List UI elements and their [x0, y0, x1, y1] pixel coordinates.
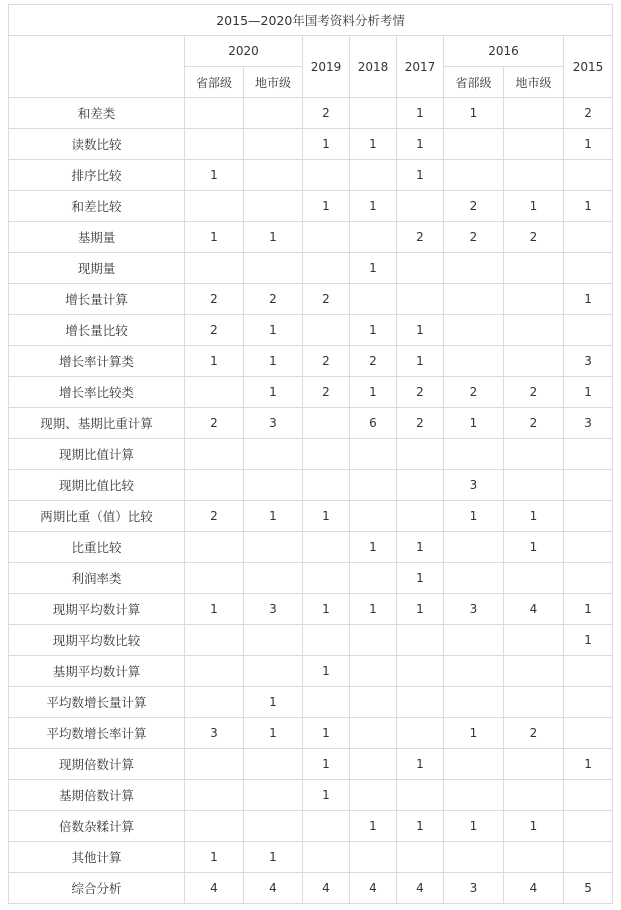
table-cell	[303, 687, 350, 718]
row-label: 基期倍数计算	[9, 780, 185, 811]
table-cell	[444, 315, 504, 346]
row-label: 比重比较	[9, 532, 185, 563]
table-cell	[504, 780, 564, 811]
table-cell: 4	[350, 873, 397, 904]
row-label: 和差比较	[9, 191, 185, 222]
table-row	[9, 687, 613, 718]
table-cell	[350, 625, 397, 656]
table-cell: 3	[444, 594, 504, 625]
table-cell: 1	[303, 718, 350, 749]
table-cell	[244, 780, 303, 811]
table-cell: 5	[564, 873, 613, 904]
corner-header-cell	[9, 36, 185, 98]
table-cell	[244, 129, 303, 160]
table-cell: 1	[350, 811, 397, 842]
table-cell: 2	[185, 315, 244, 346]
row-label: 平均数增长率计算	[9, 718, 185, 749]
table-cell	[564, 470, 613, 501]
table-row	[9, 439, 613, 470]
header-year-2016: 2016	[444, 36, 564, 67]
table-cell	[444, 284, 504, 315]
table-cell: 4	[504, 873, 564, 904]
table-cell	[564, 501, 613, 532]
table-cell: 1	[303, 780, 350, 811]
table-cell: 2	[504, 222, 564, 253]
table-cell	[444, 253, 504, 284]
table-cell: 2	[303, 346, 350, 377]
table-cell: 2	[504, 718, 564, 749]
table-cell	[244, 253, 303, 284]
table-cell	[350, 749, 397, 780]
table-cell	[564, 687, 613, 718]
table-cell	[504, 346, 564, 377]
table-cell	[564, 842, 613, 873]
row-label: 现期平均数比较	[9, 625, 185, 656]
table-cell: 1	[397, 129, 444, 160]
table-cell	[564, 780, 613, 811]
table-row	[9, 501, 613, 532]
table-cell: 1	[397, 811, 444, 842]
row-label: 倍数杂糅计算	[9, 811, 185, 842]
row-label: 增长率计算类	[9, 346, 185, 377]
table-cell	[185, 253, 244, 284]
table-cell	[244, 191, 303, 222]
table-row	[9, 315, 613, 346]
table-cell	[504, 98, 564, 129]
row-label: 利润率类	[9, 563, 185, 594]
table-cell	[350, 718, 397, 749]
table-cell: 1	[244, 377, 303, 408]
table-cell: 4	[504, 594, 564, 625]
table-cell: 3	[564, 408, 613, 439]
table-cell	[244, 160, 303, 191]
table-cell	[444, 346, 504, 377]
table-cell	[185, 780, 244, 811]
table-cell	[303, 253, 350, 284]
header-2020-provincial: 省部级	[185, 67, 244, 98]
table-row	[9, 160, 613, 191]
row-label: 现期、基期比重计算	[9, 408, 185, 439]
table-cell	[564, 811, 613, 842]
row-label: 现期比值比较	[9, 470, 185, 501]
table-cell	[185, 532, 244, 563]
table-cell	[397, 625, 444, 656]
table-cell: 2	[504, 408, 564, 439]
table-cell	[564, 718, 613, 749]
table-cell	[185, 470, 244, 501]
table-row	[9, 377, 613, 408]
table-cell	[504, 749, 564, 780]
table-cell	[185, 129, 244, 160]
table-cell	[504, 439, 564, 470]
table-cell: 1	[444, 501, 504, 532]
row-label: 现期平均数计算	[9, 594, 185, 625]
table-cell	[504, 160, 564, 191]
table-cell: 1	[397, 160, 444, 191]
table-cell: 1	[504, 532, 564, 563]
table-cell: 2	[444, 377, 504, 408]
exam-statistics-table	[8, 4, 613, 904]
table-cell: 4	[303, 873, 350, 904]
table-row	[9, 563, 613, 594]
table-row	[9, 873, 613, 904]
table-row	[9, 625, 613, 656]
table-cell: 2	[504, 377, 564, 408]
table-cell	[244, 749, 303, 780]
table-cell	[444, 532, 504, 563]
table-cell	[444, 563, 504, 594]
row-label: 增长率比较类	[9, 377, 185, 408]
table-cell	[303, 408, 350, 439]
table-cell: 1	[303, 656, 350, 687]
table-cell	[303, 439, 350, 470]
table-cell	[397, 284, 444, 315]
table-cell	[444, 439, 504, 470]
table-cell	[350, 98, 397, 129]
table-cell: 1	[185, 346, 244, 377]
table-cell	[244, 656, 303, 687]
table-body	[9, 98, 613, 904]
header-year-2015: 2015	[564, 36, 613, 98]
table-cell: 2	[303, 98, 350, 129]
table-cell: 1	[504, 811, 564, 842]
header-year-2019: 2019	[303, 36, 350, 98]
table-cell	[504, 563, 564, 594]
table-cell	[350, 656, 397, 687]
table-cell	[303, 842, 350, 873]
table-cell: 4	[244, 873, 303, 904]
table-cell: 1	[504, 501, 564, 532]
table-cell: 3	[185, 718, 244, 749]
table-cell: 1	[350, 377, 397, 408]
header-2016-city: 地市级	[504, 67, 564, 98]
table-cell: 1	[185, 160, 244, 191]
table-cell: 1	[564, 129, 613, 160]
row-label: 其他计算	[9, 842, 185, 873]
table-row	[9, 780, 613, 811]
table-cell	[397, 253, 444, 284]
table-cell	[303, 532, 350, 563]
table-cell	[185, 191, 244, 222]
table-cell: 1	[564, 284, 613, 315]
table-cell	[303, 160, 350, 191]
table-cell	[350, 501, 397, 532]
table-cell: 1	[564, 191, 613, 222]
table-cell: 2	[397, 408, 444, 439]
table-cell	[504, 315, 564, 346]
table-cell: 1	[244, 842, 303, 873]
header-year-2020: 2020	[185, 36, 303, 67]
table-row	[9, 749, 613, 780]
table-cell: 2	[350, 346, 397, 377]
table-cell: 2	[444, 222, 504, 253]
header-2020-city: 地市级	[244, 67, 303, 98]
table-cell: 1	[244, 718, 303, 749]
table-cell: 1	[564, 377, 613, 408]
table-cell	[504, 129, 564, 160]
table-cell	[504, 470, 564, 501]
table-cell: 2	[185, 284, 244, 315]
table-cell: 2	[185, 501, 244, 532]
table-cell	[185, 439, 244, 470]
table-row	[9, 129, 613, 160]
header-year-2017: 2017	[397, 36, 444, 98]
table-cell	[303, 625, 350, 656]
table-cell: 1	[504, 191, 564, 222]
table-cell	[444, 160, 504, 191]
row-label: 综合分析	[9, 873, 185, 904]
table-cell: 1	[397, 594, 444, 625]
table-cell: 2	[185, 408, 244, 439]
header-year-2018: 2018	[350, 36, 397, 98]
table-cell	[564, 439, 613, 470]
table-title: 2015—2020年国考资料分析考情	[9, 5, 613, 36]
table-cell	[397, 191, 444, 222]
table-cell: 1	[397, 532, 444, 563]
table-row	[9, 532, 613, 563]
table-cell: 1	[397, 315, 444, 346]
table-cell	[564, 160, 613, 191]
table-cell	[185, 656, 244, 687]
table-cell	[504, 656, 564, 687]
table-cell	[185, 377, 244, 408]
table-cell	[397, 656, 444, 687]
table-row	[9, 98, 613, 129]
table-cell	[444, 842, 504, 873]
table-cell	[504, 842, 564, 873]
table-cell	[564, 563, 613, 594]
row-label: 读数比较	[9, 129, 185, 160]
table-cell	[244, 625, 303, 656]
table-cell: 4	[397, 873, 444, 904]
table-row	[9, 811, 613, 842]
row-label: 两期比重（值）比较	[9, 501, 185, 532]
table-cell	[444, 749, 504, 780]
table-cell	[504, 687, 564, 718]
table-cell	[303, 222, 350, 253]
table-cell	[244, 532, 303, 563]
table-cell: 1	[350, 191, 397, 222]
table-cell	[350, 780, 397, 811]
table-cell: 3	[444, 470, 504, 501]
table-cell	[397, 842, 444, 873]
table-row	[9, 842, 613, 873]
table-cell: 1	[185, 222, 244, 253]
table-cell: 1	[303, 594, 350, 625]
table-row	[9, 253, 613, 284]
table-cell: 1	[397, 346, 444, 377]
table-cell	[350, 842, 397, 873]
table-cell	[244, 563, 303, 594]
table-cell: 6	[350, 408, 397, 439]
table-cell: 1	[444, 811, 504, 842]
row-label: 增长量比较	[9, 315, 185, 346]
table-cell	[185, 749, 244, 780]
table-cell	[564, 532, 613, 563]
table-cell	[244, 439, 303, 470]
table-cell: 2	[303, 284, 350, 315]
header-2016-provincial: 省部级	[444, 67, 504, 98]
table-cell	[564, 222, 613, 253]
table-cell	[350, 222, 397, 253]
table-cell	[564, 656, 613, 687]
table-cell	[244, 470, 303, 501]
row-label: 平均数增长量计算	[9, 687, 185, 718]
row-label: 和差类	[9, 98, 185, 129]
row-label: 增长量计算	[9, 284, 185, 315]
table-cell: 1	[185, 842, 244, 873]
table-cell: 1	[244, 315, 303, 346]
table-cell: 1	[397, 749, 444, 780]
table-cell	[185, 98, 244, 129]
table-cell: 1	[303, 191, 350, 222]
table-cell	[185, 687, 244, 718]
table-row	[9, 718, 613, 749]
table-cell	[564, 253, 613, 284]
table-cell	[397, 470, 444, 501]
table-cell	[397, 780, 444, 811]
table-cell: 1	[350, 129, 397, 160]
table-cell	[397, 718, 444, 749]
table-cell	[397, 439, 444, 470]
table-cell	[444, 625, 504, 656]
table-cell	[303, 315, 350, 346]
table-cell: 3	[444, 873, 504, 904]
table-row	[9, 408, 613, 439]
table-cell	[350, 563, 397, 594]
table-cell	[303, 563, 350, 594]
table-cell	[350, 284, 397, 315]
table-cell	[444, 129, 504, 160]
row-label: 现期倍数计算	[9, 749, 185, 780]
table-cell: 2	[244, 284, 303, 315]
table-cell: 1	[444, 98, 504, 129]
table-cell: 1	[444, 718, 504, 749]
table-cell	[397, 687, 444, 718]
table-cell: 2	[303, 377, 350, 408]
table-cell	[350, 439, 397, 470]
table-cell: 1	[397, 563, 444, 594]
table-cell: 2	[397, 377, 444, 408]
table-cell	[350, 687, 397, 718]
table-cell: 1	[564, 749, 613, 780]
table-row	[9, 284, 613, 315]
table-cell: 1	[564, 594, 613, 625]
table-cell: 3	[244, 594, 303, 625]
table-cell	[244, 98, 303, 129]
table-cell	[350, 160, 397, 191]
table-row	[9, 191, 613, 222]
table-row	[9, 594, 613, 625]
table-cell: 2	[444, 191, 504, 222]
table-row	[9, 470, 613, 501]
table-cell: 3	[244, 408, 303, 439]
table-cell	[185, 811, 244, 842]
table-cell	[350, 470, 397, 501]
row-label: 现期比值计算	[9, 439, 185, 470]
table-cell: 1	[564, 625, 613, 656]
table-cell: 1	[244, 687, 303, 718]
table-cell: 1	[350, 532, 397, 563]
table-cell	[444, 687, 504, 718]
table-cell: 1	[397, 98, 444, 129]
row-label: 基期平均数计算	[9, 656, 185, 687]
table-cell	[244, 811, 303, 842]
table-cell	[504, 625, 564, 656]
table-cell: 1	[244, 222, 303, 253]
table-row	[9, 346, 613, 377]
table-row	[9, 656, 613, 687]
table-row	[9, 222, 613, 253]
table-cell: 1	[244, 501, 303, 532]
table-cell: 1	[303, 501, 350, 532]
table-cell	[504, 253, 564, 284]
table-cell	[185, 625, 244, 656]
table-cell	[185, 563, 244, 594]
table-cell: 1	[303, 749, 350, 780]
row-label: 排序比较	[9, 160, 185, 191]
table-cell: 1	[303, 129, 350, 160]
table-cell: 1	[350, 594, 397, 625]
table-cell: 3	[564, 346, 613, 377]
table-cell: 1	[350, 315, 397, 346]
table-cell: 2	[564, 98, 613, 129]
table-cell: 2	[397, 222, 444, 253]
row-label: 现期量	[9, 253, 185, 284]
table-cell: 1	[350, 253, 397, 284]
table-cell: 1	[444, 408, 504, 439]
table-cell	[564, 315, 613, 346]
table-cell: 1	[244, 346, 303, 377]
table-cell	[504, 284, 564, 315]
table-cell: 1	[185, 594, 244, 625]
table-cell: 4	[185, 873, 244, 904]
table-cell	[444, 780, 504, 811]
table-cell	[303, 811, 350, 842]
row-label: 基期量	[9, 222, 185, 253]
table-cell	[444, 656, 504, 687]
table-cell	[303, 470, 350, 501]
table-cell	[397, 501, 444, 532]
